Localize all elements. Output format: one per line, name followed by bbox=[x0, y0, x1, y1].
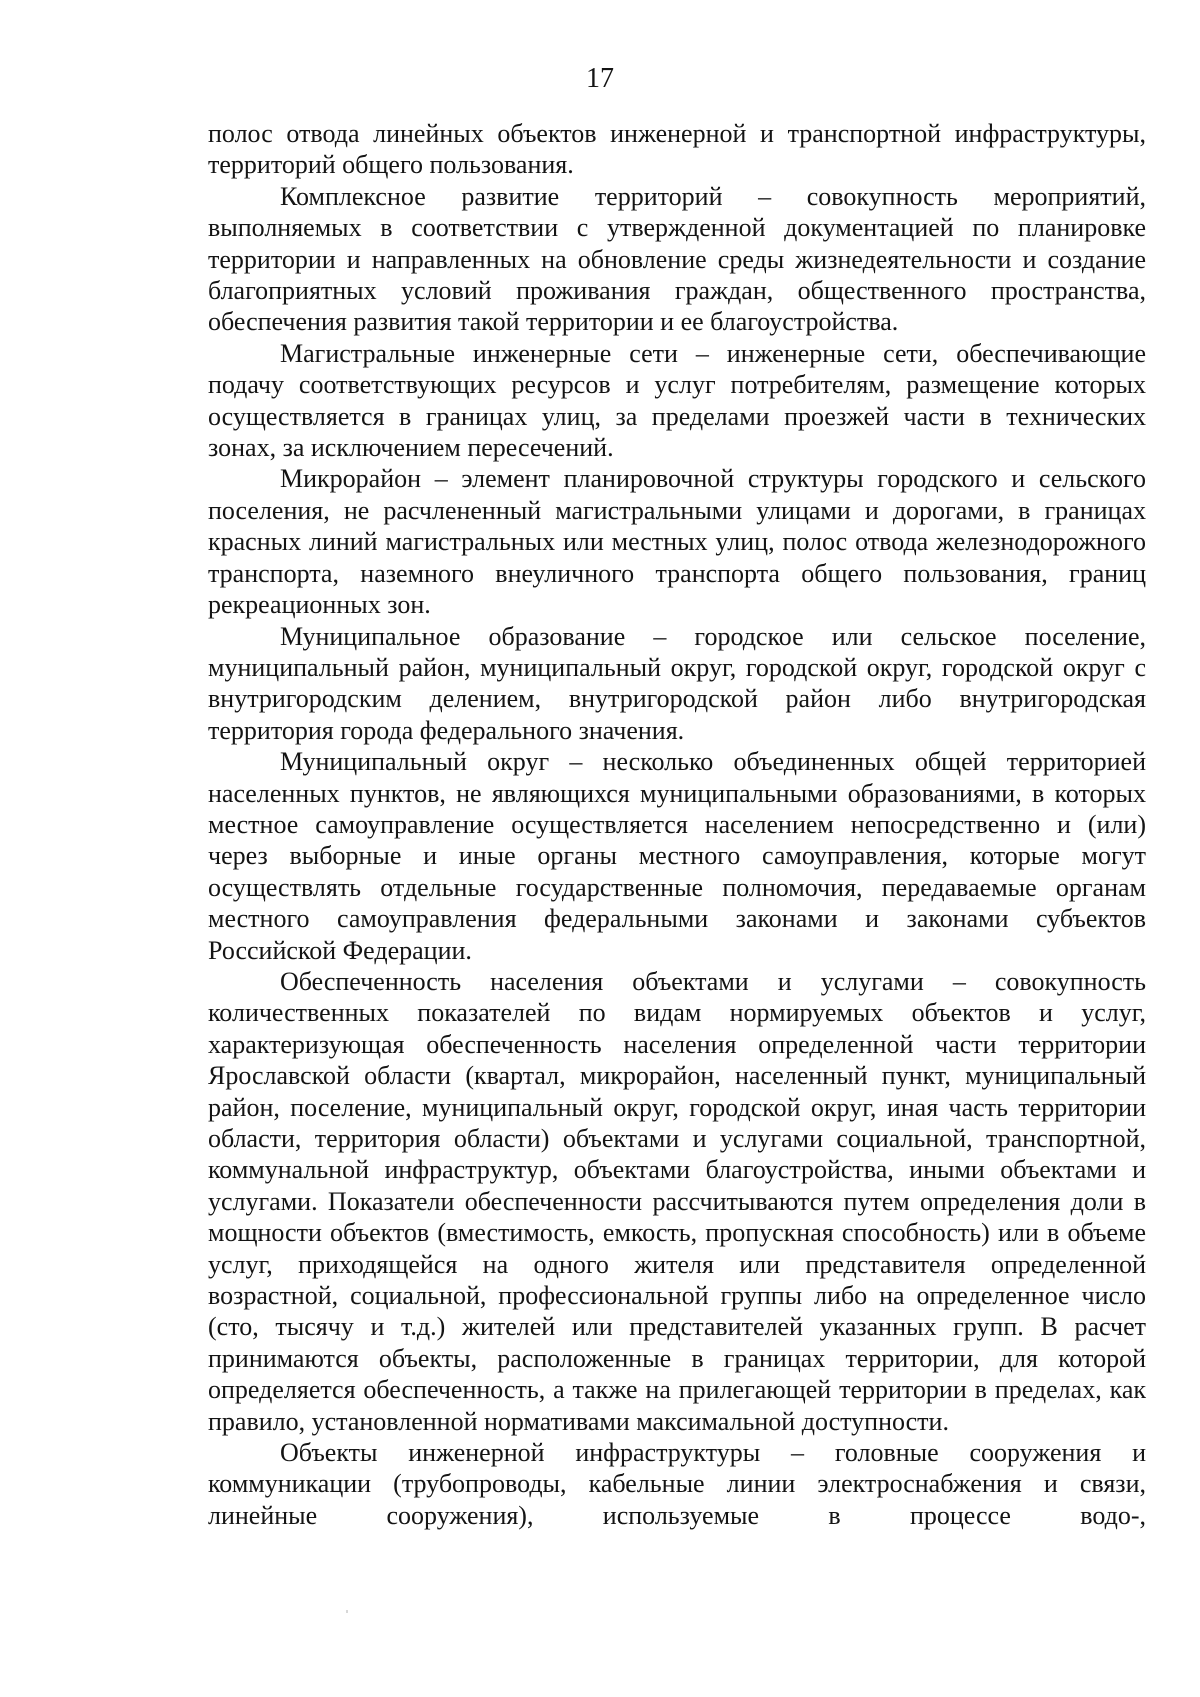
paragraph-obekty-inzhenernoy: Объекты инженерной инфраструктуры – головные сооружения и коммуникации (трубопроводы, кабельные линии электроснабжения и связи, линейные сооружения), используемые в процессе водо-, bbox=[208, 1438, 1146, 1530]
page-number: 17 bbox=[586, 63, 614, 94]
paragraph-municipalnyy-okrug: Муниципальный округ – несколько объединенных общей территорией населенных пунктов, не являющихся муниципальными образованиями, в которых местное самоуправление осуществляется населением непосредственно и (или) через выборные и иные органы местного самоуправления, которые могут осуществлять отдельные государственные полномочия, передаваемые органам местного самоуправления федеральными законами и законами субъектов Российской Федерации. bbox=[208, 747, 1146, 965]
paragraph-obespechennost: Обеспеченность населения объектами и услугами – совокупность количественных показателей по видам нормируемых объектов и услуг, характеризующая обеспеченность населения определенной части территории Ярославской области (квартал, микрорайон, населенный пункт, муниципальный район, поселение, муниципальный округ, городской округ, иная часть территории области, территория области) объектами и услугами социальной, транспортной, коммунальной инфраструктур, объектами благоустройства, иными объектами и услугами. Показатели обеспеченности рассчитываются путем определения доли в мощности объектов (вместимость, емкость, пропускная способность) или в объеме услуг, приходящейся на одного жителя или представителя определенной возрастной, социальной, профессиональной группы либо на определенное число (сто, тысячу и т.д.) жителей или представителей указанных групп. В расчет принимаются объекты, расположенные в границах территории, для которой определяется обеспеченность, а также на прилегающей территории в пределах, как правило, установленной нормативами максимальной доступности. bbox=[208, 966, 1146, 1436]
paragraph-municipalnoe-obrazovanie: Муниципальное образование – городское или сельское поселение, муниципальный район, муниципальный округ, городской округ, городской округ с внутригородским делением, внутригородской район либо внутригородская территория города федерального значения. bbox=[208, 621, 1146, 745]
paragraph-mikrorayon: Микрорайон – элемент планировочной структуры городского и сельского поселения, не расчлененный магистральными улицами и дорогами, в границах красных линий магистральных или местных улиц, полос отвода железнодорожного транспорта, наземного внеуличного транспорта общего пользования, границ рекреационных зон. bbox=[208, 464, 1146, 620]
paragraph-magistralnye-seti: Магистральные инженерные сети – инженерные сети, обеспечивающие подачу соответствующих ресурсов и услуг потребителям, размещение которых осуществляется в границах улиц, за пределами проезжей части в технических зонах, за исключением пересечений. bbox=[208, 338, 1146, 463]
document-body bbox=[208, 118, 1146, 1531]
paragraph-continuation: полос отвода линейных объектов инженерной и транспортной инфраструктуры, территорий общего пользования. bbox=[208, 119, 1146, 180]
scan-speck bbox=[346, 1610, 348, 1613]
paragraph-kompleksnoe-razvitie: Комплексное развитие территорий – совокупность мероприятий, выполняемых в соответствии с утвержденной документацией по планировке территории и направленных на обновление среды жизнедеятельности и создание благоприятных условий проживания граждан, общественного пространства, обеспечения развития такой территории и ее благоустройства. bbox=[208, 181, 1146, 337]
